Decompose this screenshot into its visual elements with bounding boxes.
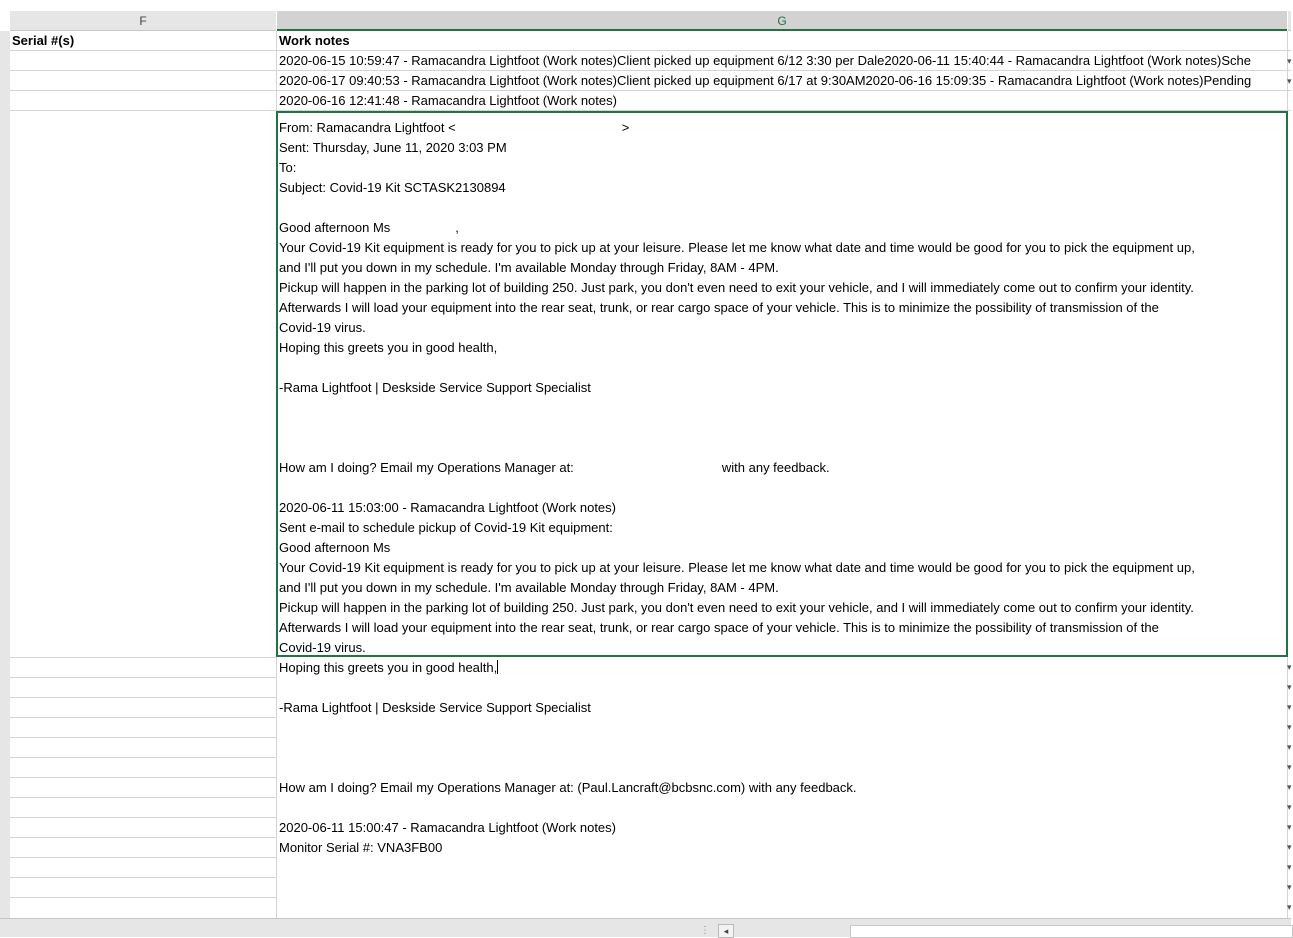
gridline-row — [10, 657, 276, 658]
header-cell-work-notes[interactable]: Work notes — [279, 33, 350, 48]
gridline-row — [10, 797, 276, 798]
gridline-row — [10, 717, 276, 718]
row-headers[interactable] — [0, 31, 10, 918]
gridline-row — [10, 737, 276, 738]
work-notes-cell[interactable]: 2020-06-16 12:41:48 - Ramacandra Lightfoot (Work notes) — [279, 93, 617, 108]
filter-dropdown-icon[interactable]: ▾ — [1287, 682, 1292, 692]
filter-dropdown-icon[interactable]: ▾ — [1287, 56, 1292, 66]
header-cell-serial[interactable]: Serial #(s) — [12, 33, 75, 48]
filter-dropdown-icon[interactable]: ▾ — [1287, 842, 1292, 852]
gridline-row — [10, 857, 276, 858]
gridline-row — [10, 697, 276, 698]
gridline-row — [10, 837, 276, 838]
work-notes-cell[interactable]: 2020-06-15 10:59:47 - Ramacandra Lightfoot (Work notes)Client picked up equipment 6/12 3:30 per Dale2020-06-11 15:40:44 - Ramacandra Lightfoot (Work notes)Sche — [279, 53, 1251, 68]
horizontal-scrollbar[interactable] — [850, 925, 1293, 938]
column-header-h[interactable] — [1288, 11, 1291, 31]
cell-edit-tail: -Rama Lightfoot | Deskside Service Support Specialist How am I doing? Email my Operations Manager at: (Paul.Lancraft@bcbsnc.com) with any feedback. 2020-06-11 15:00:47 - Ramacandra Lightfoot (Work notes) Monitor Serial #: VNA3FB00 — [279, 700, 857, 855]
gridline-row — [10, 897, 276, 898]
gridline-row — [10, 757, 276, 758]
gridline-row — [10, 677, 276, 678]
filter-dropdown-icon[interactable]: ▾ — [1287, 742, 1292, 752]
gridline-row — [10, 817, 276, 818]
cell-edit-body: From: Ramacandra Lightfoot < > Sent: Thursday, June 11, 2020 3:03 PM To: Subject: Covid-19 Kit SCTASK2130894 Good afternoon Ms , Your Covid-19 Kit equipment is ready for you to pick up at your leisure. Please let me know what date and time would be good for you to pick the equipment up, and I'll put you down in my schedule. I'm available Monday through Friday, 8AM - 4PM. Pickup will happen in the parking lot of building 250. Just park, you don't even need to exit your vehicle, and I will immediately come out to confirm your identity. Afterwards I will load your equipment into the rear seat, trunk, or rear cargo space of your vehicle. This is to minimize the possibility of transmission of the Covid-19 virus. Hoping this greets you in good health, -Rama Lightfoot | Deskside Service Support Specialist How am I doing? Email my Operations Manager at: with any feedback. 2020-06-11 15:03:00 - Ramacandra Lightfoot (Work notes) Sent e-mail to schedule pickup of Covid-19 Kit equipment: Good afternoon Ms Your Covid-19 Kit equipment is ready for you to pick up at your leisure. Please let me know what date and time would be good for you to pick the equipment up, and I'll put you down in my schedule. I'm available Monday through Friday, 8AM - 4PM. Pickup will happen in the parking lot of building 250. Just park, you don't even need to exit your vehicle, and I will immediately come out to confirm your identity. Afterwards I will load your equipment into the rear seat, trunk, or rear cargo space of your vehicle. This is to minimize the possibility of transmission of the Covid-19 virus. Hoping this greets you in good health, — [279, 120, 1195, 675]
filter-dropdown-icon[interactable]: ▾ — [1287, 722, 1292, 732]
filter-dropdown-icon[interactable]: ▾ — [1287, 802, 1292, 812]
scroll-left-arrow-icon[interactable]: ◂ — [718, 924, 734, 938]
cell-edit-text[interactable] — [279, 98, 1283, 858]
filter-dropdown-icon[interactable]: ▾ — [1287, 822, 1292, 832]
filter-dropdown-icon[interactable]: ▾ — [1287, 882, 1292, 892]
gridline-row — [10, 777, 276, 778]
filter-dropdown-icon[interactable]: ▾ — [1287, 902, 1292, 912]
filter-dropdown-icon[interactable]: ▾ — [1287, 762, 1292, 772]
active-cell-content[interactable] — [277, 112, 1287, 918]
column-header-g-label: G — [777, 14, 787, 28]
column-header-f-label: F — [139, 14, 147, 28]
filter-dropdown-icon[interactable]: ▾ — [1287, 662, 1292, 672]
filter-dropdown-icon[interactable]: ▾ — [1287, 702, 1292, 712]
text-caret — [497, 660, 498, 674]
gridline-row — [10, 877, 276, 878]
work-notes-cell[interactable]: 2020-06-17 09:40:53 - Ramacandra Lightfoot (Work notes)Client picked up equipment 6/17 at 9:30AM2020-06-16 15:09:35 - Ramacandra Lightfoot (Work notes)Pending — [279, 73, 1252, 88]
filter-dropdown-icon[interactable]: ▾ — [1287, 862, 1292, 872]
filter-dropdown-icon[interactable]: ▾ — [1287, 782, 1292, 792]
filter-dropdown-icon[interactable]: ▾ — [1287, 76, 1292, 86]
splitter-grip-icon[interactable]: ⋮ — [700, 925, 710, 936]
